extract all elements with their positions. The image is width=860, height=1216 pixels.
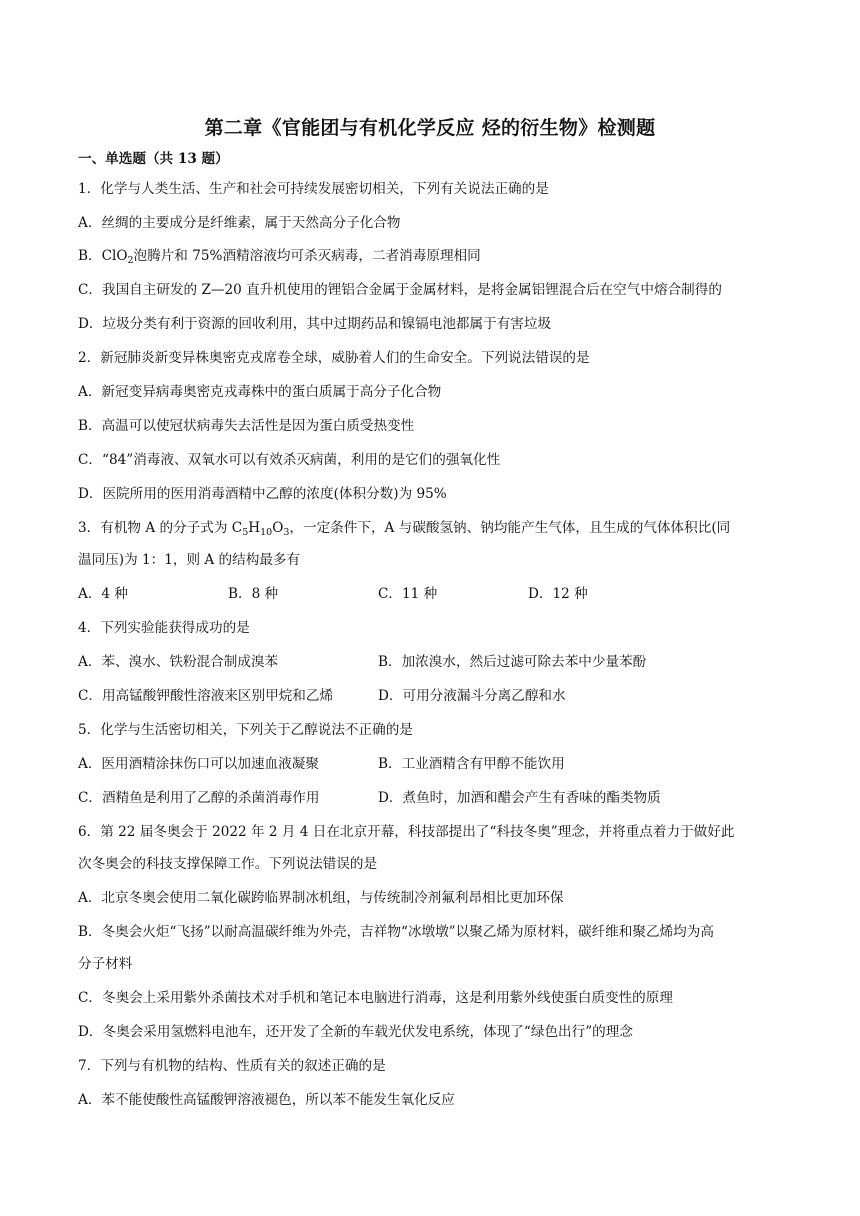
question-6-option-a: A．北京冬奥会使用二氧化碳跨临界制冰机组，与传统制冷剂氟利昂相比更加环保 [78, 890, 564, 906]
question-4-option-b: B．加浓溴水，然后过滤可除去苯中少量苯酚 [378, 654, 647, 670]
question-4-option-c: C．用高锰酸钾酸性溶液来区别甲烷和乙烯 [78, 688, 334, 704]
question-5-option-a: A．医用酒精涂抹伤口可以加速血液凝聚 [78, 756, 319, 772]
question-4-stem: 4．下列实验能获得成功的是 [78, 620, 250, 636]
question-2-stem: 2．新冠肺炎新变异株奥密克戎席卷全球，威胁着人们的生命安全。下列说法错误的是 [78, 350, 590, 366]
question-2-option-b: B．高温可以使冠状病毒失去活性是因为蛋白质受热变性 [78, 418, 415, 434]
question-3-stem-cont: 温同压)为 1：1，则 A 的结构最多有 [78, 552, 301, 568]
question-2-option-a: A．新冠变异病毒奥密克戎毒株中的蛋白质属于高分子化合物 [78, 384, 442, 400]
question-6-option-b-cont: 分子材料 [78, 956, 133, 972]
question-6-stem-cont: 次冬奥会的科技支撑保障工作。下列说法错误的是 [78, 856, 378, 872]
question-3-option-a: A．4 种 [78, 586, 128, 602]
question-6-stem: 6．第 22 届冬奥会于 2022 年 2 月 4 日在北京开幕，科技部提出了“科技冬奥”理念，并将重点着力于做好此 [78, 824, 735, 840]
question-2-option-c: C．“84”消毒液、双氧水可以有效杀灭病菌，利用的是它们的强氧化性 [78, 452, 501, 468]
question-7-stem: 7．下列与有机物的结构、性质有关的叙述正确的是 [78, 1058, 386, 1074]
question-1-option-a: A．丝绸的主要成分是纤维素，属于天然高分子化合物 [78, 215, 401, 231]
question-5-option-b: B．工业酒精含有甲醇不能饮用 [378, 756, 565, 772]
question-6-option-b: B．冬奥会火炬“飞扬”以耐高温碳纤维为外壳，吉祥物“冰墩墩”以聚乙烯为原材料，碳纤维和聚乙烯均为高 [78, 924, 714, 940]
question-3-option-d: D．12 种 [528, 586, 588, 602]
question-5-option-c: C．酒精鱼是利用了乙醇的杀菌消毒作用 [78, 790, 320, 806]
question-4-option-d: D．可用分液漏斗分离乙醇和水 [378, 688, 566, 704]
question-2-option-d: D．医院所用的医用消毒酒精中乙醇的浓度(体积分数)为 95% [78, 486, 447, 502]
question-1-stem: 1．化学与人类生活、生产和社会可持续发展密切相关，下列有关说法正确的是 [78, 181, 549, 197]
question-5-stem: 5．化学与生活密切相关，下列关于乙醇说法不正确的是 [78, 722, 413, 738]
question-5-option-d: D．煮鱼时，加酒和醋会产生有香味的酯类物质 [378, 790, 661, 806]
question-7-option-a: A．苯不能使酸性高锰酸钾溶液褪色，所以苯不能发生氧化反应 [78, 1092, 455, 1108]
question-6-option-c: C．冬奥会上采用紫外杀菌技术对手机和笔记本电脑进行消毒，这是利用紫外线使蛋白质变性的原理 [78, 990, 673, 1006]
question-3-option-c: C．11 种 [378, 586, 438, 602]
question-3-stem: 3．有机物 A 的分子式为 $C_5H_{10}O_3$，一定条件下，A 与碳酸氢钠、钠均能产生气体，且生成的气体体积比(同 [78, 520, 731, 538]
section-heading: 一、单选题（共 13 题） [78, 151, 229, 167]
question-3-option-b: B．8 种 [228, 586, 279, 602]
question-1-option-b: B．ClO$_2$泡腾片和 75%酒精溶液均可杀灭病毒，二者消毒原理相同 [78, 248, 481, 266]
question-1-option-d: D．垃圾分类有利于资源的回收利用，其中过期药品和镍镉电池都属于有害垃圾 [78, 316, 552, 332]
page-title: 第二章《官能团与有机化学反应 烃的衍生物》检测题 [204, 117, 656, 139]
question-4-option-a: A．苯、溴水、铁粉混合制成溴苯 [78, 654, 279, 670]
question-1-option-c: C．我国自主研发的 Z—20 直升机使用的锂铝合金属于金属材料，是将金属铝锂混合后在空气中熔合制得的 [78, 282, 722, 298]
question-6-option-d: D．冬奥会采用氢燃料电池车，还开发了全新的车载光伏发电系统，体现了“绿色出行”的理念 [78, 1024, 633, 1040]
